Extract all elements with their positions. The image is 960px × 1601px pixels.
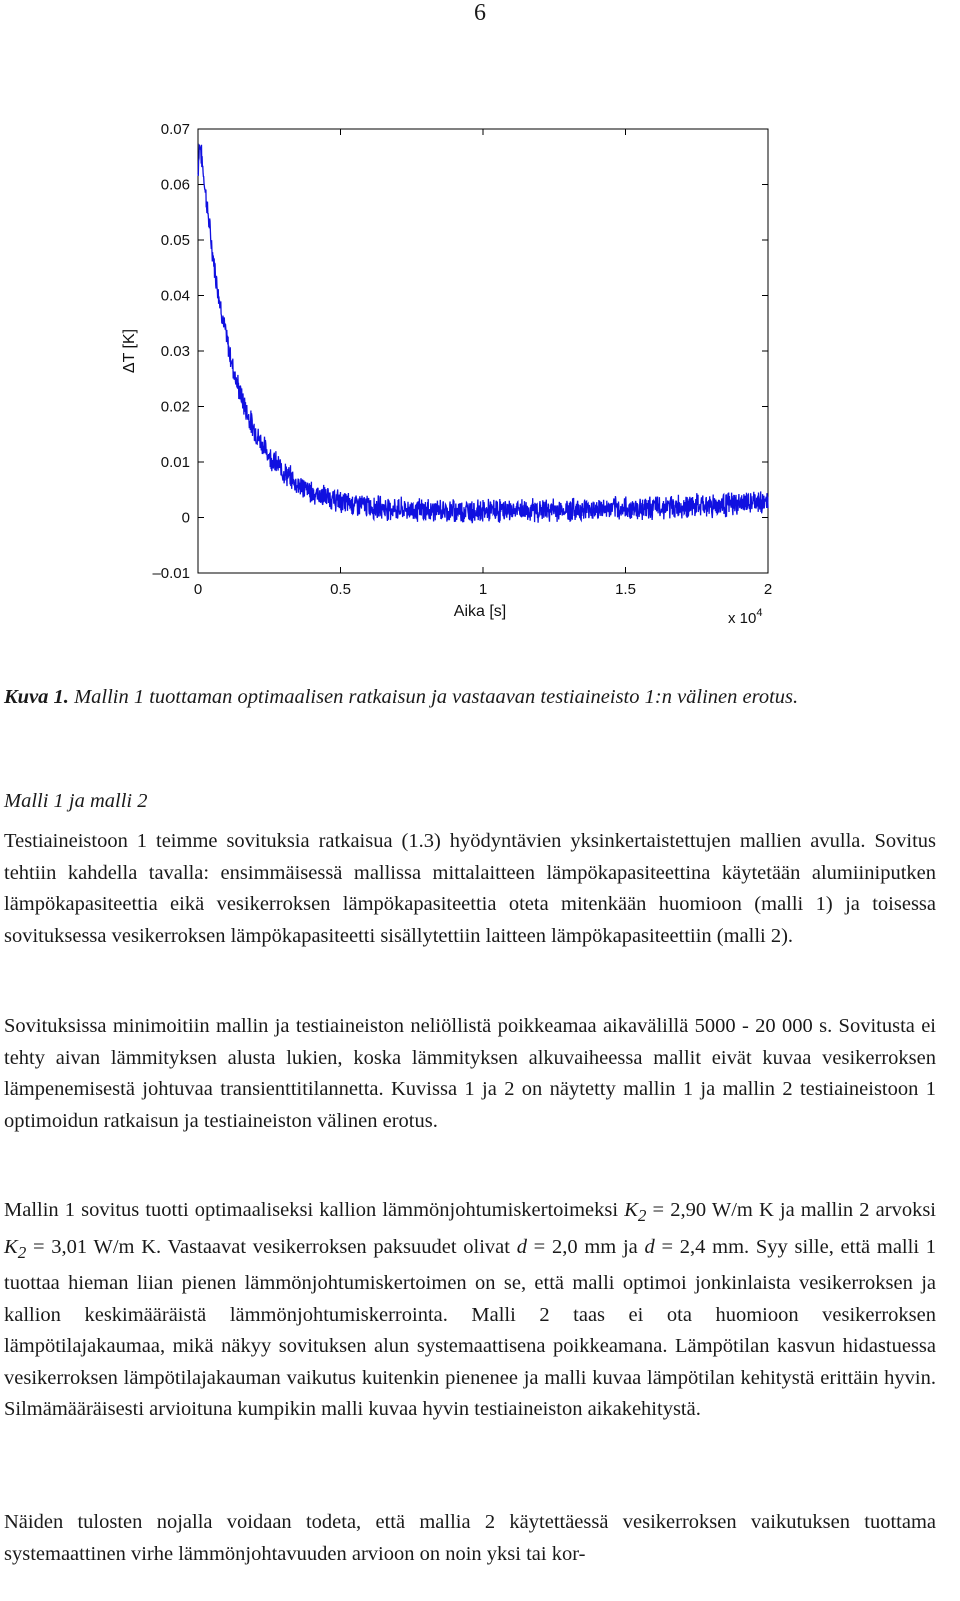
x-axis-label: Aika [s]	[453, 603, 507, 620]
caption-text: Mallin 1 tuottaman optimaalisen ratkaisun ja vastaavan testiaineisto 1:n välinen erotus.	[74, 686, 799, 708]
data-series-line	[198, 145, 768, 523]
x-multiplier-base: x 10	[728, 610, 757, 627]
figure-caption	[4, 682, 936, 714]
chart-figure	[110, 110, 810, 650]
x-tick-label: 2	[763, 581, 773, 598]
k2-symbol-1	[624, 1199, 647, 1226]
x-tick-label: 0.5	[330, 581, 351, 598]
page-number: 6	[474, 0, 486, 26]
y-tick-label: –0.01	[152, 565, 190, 582]
k-symbol: K	[624, 1199, 638, 1221]
y-tick-label: 0.03	[160, 343, 190, 360]
y-axis-label: ΔT [K]	[121, 328, 138, 374]
k-subscript: 2	[637, 1206, 647, 1226]
paragraph-3	[4, 1195, 936, 1426]
k2-symbol-2	[4, 1235, 27, 1262]
paragraph-2: Sovituksissa minimoitiin mallin ja testiaineiston neliöllistä poikkeamaa aikavälillä 5000 - 20 000 s. Sovitusta ei tehty aivan lämmityksen alusta lukien, koska lämmityksen alkuvaiheessa mallit eivät kuvaa vesikerroksen lämpenemisestä johtuvaa transienttitilannetta. Kuvissa 1 ja 2 on näytetty mallin 1 ja mallin 2 testiaineistoon 1 optimoidun ratkaisun ja testiaineiston välinen erotus.	[4, 1015, 936, 1132]
x-tick-label: 1	[478, 581, 488, 598]
paragraph-4: Näiden tulosten nojalla voidaan todeta, että mallia 2 käytettäessä vesikerroksen vaikutuksen tuottama systemaattinen virhe lämmönjohtavuuden arvioon on noin yksi tai kor-	[4, 1511, 936, 1565]
y-tick-label: 0.04	[160, 287, 190, 305]
p3-part-e: = 2,0 mm ja	[526, 1235, 645, 1258]
x-multiplier-label	[728, 607, 762, 627]
k-symbol: K	[4, 1235, 18, 1258]
x-tick-label: 1.5	[615, 581, 636, 598]
section-title: Malli 1 ja malli 2	[4, 790, 148, 812]
p3-part-b: = 2,90 W/m K ja mallin 2 arvoksi	[646, 1199, 936, 1221]
x-multiplier-exponent: 4	[756, 607, 763, 619]
d-symbol-2: d	[644, 1235, 655, 1258]
k-subscript: 2	[17, 1242, 27, 1262]
y-tick-label: 0.06	[160, 176, 190, 194]
p3-part-c: = 3,01 W/m K. Vastaavat vesikerroksen paksuudet olivat	[26, 1235, 517, 1258]
y-tick-label: 0	[181, 509, 190, 527]
y-tick-label: 0.01	[160, 454, 190, 471]
paragraph-1: Testiaineistoon 1 teimme sovituksia ratkaisua (1.3) hyödyntävien yksinkertaistettujen mallien avulla. Sovitus tehtiin kahdella tavalla: ensimmäisessä mallissa mittalaitteen lämpökapasiteettina käytetään alumiiniputken lämpökapasiteettia eikä vesikerroksen lämpökapasiteettia oteta mitenkään huomioon (malli 1) ja toisessa sovituksessa vesikerroksen lämpökapasiteetti sisällytettiin laitteen lämpökapasiteettiin (malli 2).	[4, 830, 936, 947]
y-tick-label: 0.05	[160, 232, 190, 249]
p3-part-f: = 2,4 mm. Syy sille, että malli 1 tuottaa hieman liian pienen lämmönjohtumiskertoimen on se, että malli optimoi jonkinlaista vesikerroksen ja kallion keskimääräistä lämmönjohtumiskerrointa. Malli 2 taas ei ota huomioon vesikerroksen lämpötilajakaumaa, mikä näkyy sovituksen alun systemaattisena poikkeamana. Lämpötilan kasvun hidastuessa vesikerroksen lämpötilajakauman vaikutus kuitenkin pienenee ja malli kuvaa lämpötilan kehitystä erittäin hyvin. Silmämääräisesti arvioituna kumpikin malli kuvaa hyvin testiaineiston aikakehitystä.	[4, 1235, 936, 1421]
x-tick-label: 0	[193, 581, 203, 598]
p3-part-a: Mallin 1 sovitus tuotti optimaaliseksi kallion lämmönjohtumiskertoimeksi	[4, 1199, 619, 1221]
chart-svg	[110, 110, 810, 650]
y-tick-label: 0.07	[160, 121, 190, 138]
y-tick-label: 0.02	[160, 398, 190, 416]
d-symbol-1: d	[516, 1235, 527, 1258]
caption-label: Kuva 1.	[4, 686, 69, 708]
